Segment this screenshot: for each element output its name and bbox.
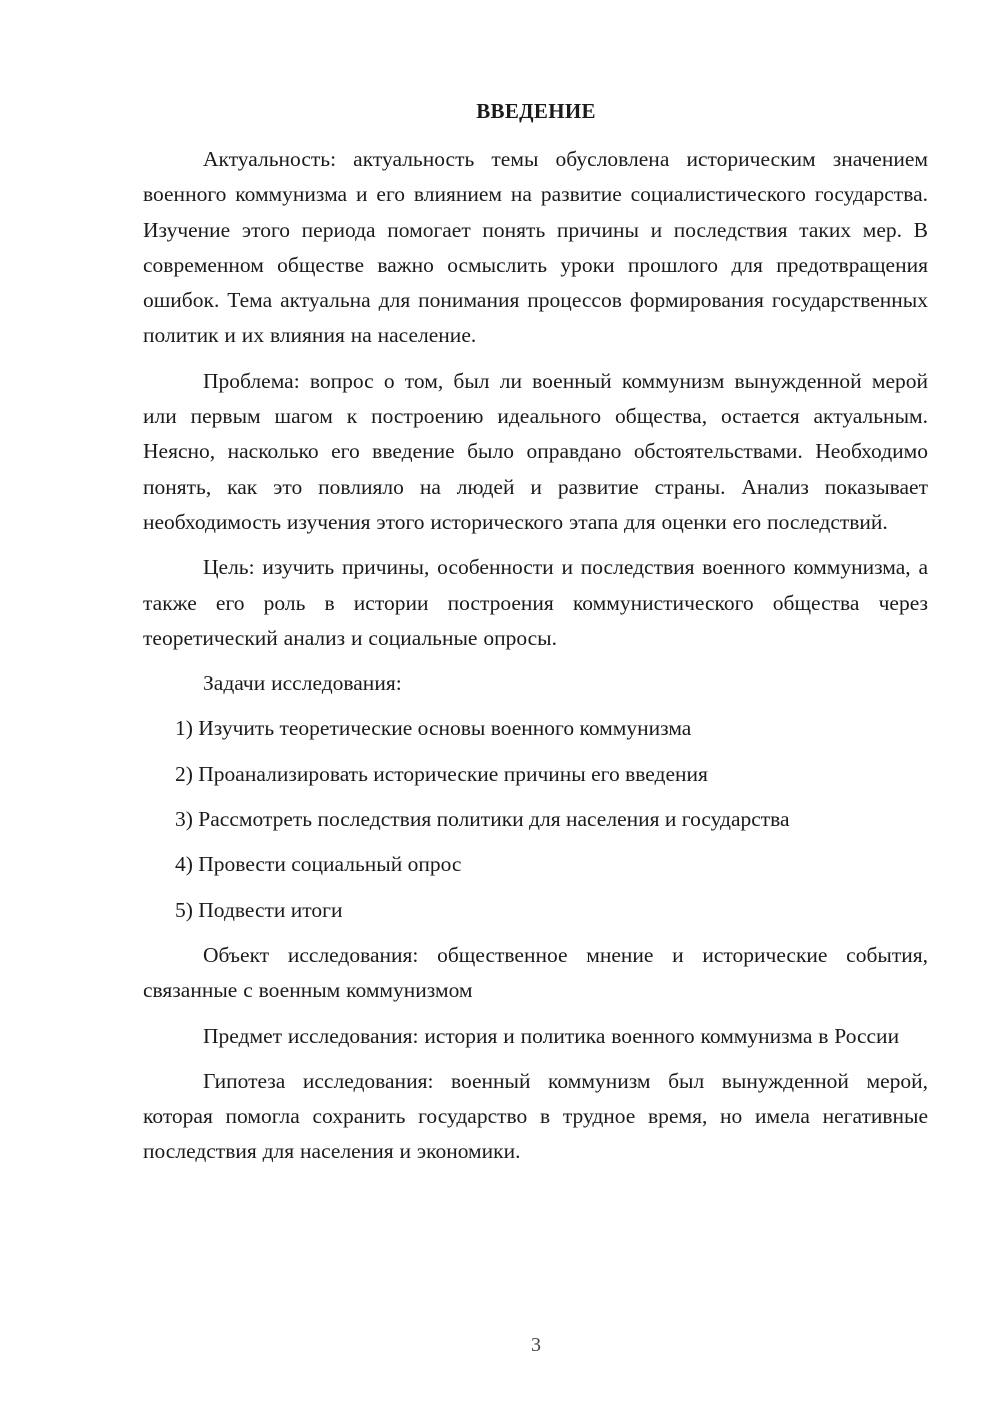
tasks-list: [143, 711, 928, 927]
page-number: 3: [531, 1334, 541, 1356]
subject-paragraph: Предмет исследования: история и политика военного коммунизма в России: [203, 1023, 900, 1048]
task-item: 4) Провести социальный опрос: [175, 852, 462, 877]
object-paragraph: Объект исследования: общественное мнение и исторические события, связанные с военным коммунизмом: [143, 942, 928, 1003]
task-item: 1) Изучить теоретические основы военного коммунизма: [175, 716, 692, 741]
relevance-paragraph: Актуальность: актуальность темы обусловлена историческим значением военного коммунизма и его влиянием на развитие социалистического государства. Изучение этого периода помогает понять причины и последствия таких мер. В современном обществе важно осмыслить уроки прошлого для предотвращения ошибок. Тема актуальна для понимания процессов формирования государственных политик и их влияния на население.: [143, 147, 928, 348]
tasks-heading: Задачи исследования:: [203, 671, 402, 696]
task-item: 3) Рассмотреть последствия политики для населения и государства: [175, 807, 790, 832]
task-item: 2) Проанализировать исторические причины его введения: [175, 761, 708, 786]
hypothesis-paragraph: Гипотеза исследования: военный коммунизм был вынужденной мерой, которая помогла сохранить государство в трудное время, но имела негативные последствия для населения и экономики.: [143, 1068, 928, 1164]
task-item: 5) Подвести итоги: [175, 897, 343, 922]
goal-paragraph: Цель: изучить причины, особенности и последствия военного коммунизма, а также его роль в истории построения коммунистического общества через теоретический анализ и социальные опросы.: [143, 555, 928, 650]
problem-paragraph: Проблема: вопрос о том, был ли военный коммунизм вынужденной мерой или первым шагом к построению идеального общества, остается актуальным. Неясно, насколько его введение было оправдано обстоятельствами. Необходимо понять, как это повлияло на людей и развитие страны. Анализ показывает необходимость изучения этого исторического этапа для оценки его последствий.: [143, 368, 928, 534]
document-body: [143, 142, 928, 1180]
page-title: ВВЕДЕНИЕ: [476, 99, 596, 123]
